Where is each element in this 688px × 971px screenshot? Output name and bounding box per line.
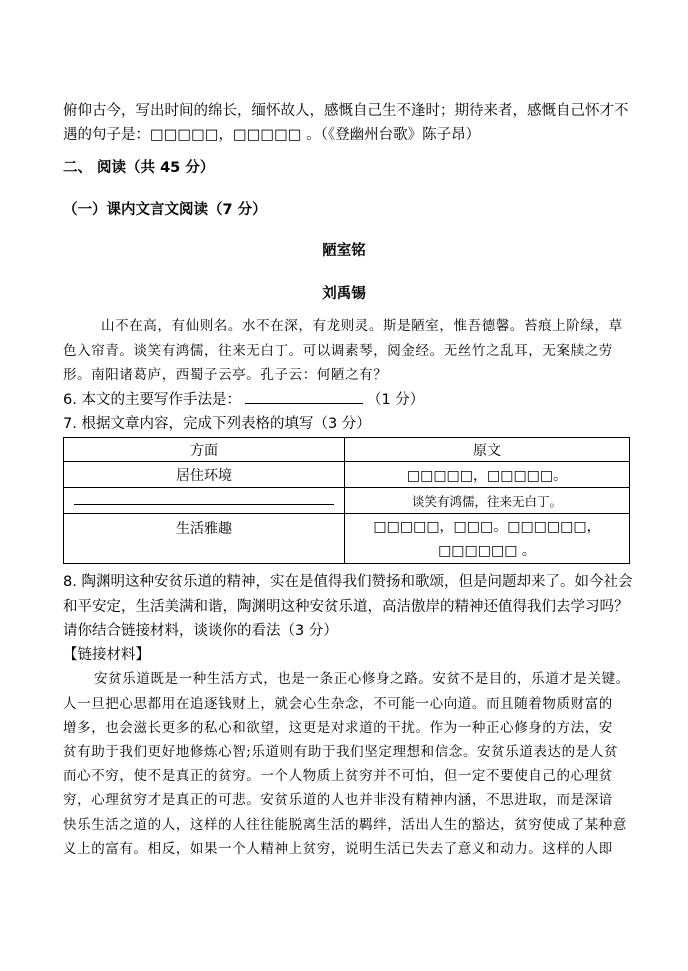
material-line-1: 安贫乐道既是一种生活方式，也是一条正心修身之路。安贫不是目的，乐道才是关键。: [94, 671, 630, 687]
table-header-aspect: 方面: [64, 438, 345, 462]
table-cell-original: [345, 514, 630, 564]
intro-line-1: 俯仰古今，写出时间的绵长，缅怀故人，感慨自己生不逢时；期待来者，感慨自己怀才不: [63, 103, 629, 119]
material-line-2: 人一旦把心思都用在追逐钱财上，就会心生杂念，不可能一心向道。而且随着物质财富的: [63, 696, 613, 712]
question-6: [63, 389, 424, 410]
section-2-title: 二、 阅读（共 45 分）: [63, 160, 215, 176]
poem-author: 刘禹锡: [322, 286, 366, 302]
table-row: [64, 514, 630, 564]
table-cell-aspect: 居住环境: [64, 462, 345, 488]
material-line-3: 增多，也会滋长更多的私心和欲望，这更是对求道的干扰。作为一种正心修身的方法，安: [63, 720, 613, 736]
question-6-suffix: （1 分）: [366, 392, 425, 408]
table-cell-aspect: 生活雅趣: [64, 514, 345, 564]
answer-table: [63, 437, 630, 564]
question-8-line-3: 请你结合链接材料，谈谈你的看法（3 分）: [63, 623, 338, 639]
table-cell-original-line-1: □□□□□，□□□。□□□□□□，: [373, 518, 601, 535]
table-cell-original-line-2: □□□□□□ 。: [438, 542, 536, 559]
table-cell-original: 谈笑有鸿儒，往来无白丁。: [345, 488, 630, 514]
poem-line-1: 山不在高，有仙则名。水不在深，有龙则灵。斯是陋室，惟吾德馨。苔痕上阶绿，草: [101, 318, 623, 334]
material-line-8: 义上的富有。相反，如果一个人精神上贫穷，说明生活已失去了意义和动力。这样的人即: [63, 841, 613, 857]
subsection-1-title: （一）课内文言文阅读（7 分）: [63, 202, 267, 218]
poem-title: 陋室铭: [322, 243, 366, 259]
table-header-original: 原文: [345, 438, 630, 462]
table-row: [64, 488, 630, 514]
question-8-line-1: 8. 陶渊明这种安贫乐道的精神，实在是值得我们赞扬和歌颂，但是问题却来了。如今社会: [63, 574, 633, 590]
question-7: 7. 根据文章内容，完成下列表格的填写（3 分）: [63, 416, 371, 432]
material-line-6: 穷，心理贫穷才是真正的可悲。安贫乐道的人也并非没有精神内涵，不思进取，而是深谙: [63, 792, 613, 808]
question-8-line-2: 和平安定，生活美满和谐，陶渊明这种安贫乐道，高洁傲岸的精神还值得我们去学习吗？: [63, 599, 629, 615]
table-header-row: [64, 438, 630, 462]
question-6-answer-blank[interactable]: [245, 389, 363, 404]
material-line-7: 快乐生活之道的人，这样的人往往能脱离生活的羁绊，活出人生的豁达，贫穷使成了某种意: [63, 817, 627, 833]
poem-line-2: 色入帘青。谈笑有鸿儒，往来无白丁。可以调素琴，阅金经。无丝竹之乱耳，无案牍之劳: [63, 343, 613, 359]
question-6-prefix: 6. 本文的主要写作手法是：: [63, 392, 241, 408]
intro-line-2: 遇的句子是：□□□□□，□□□□□ 。（《登幽州台歌》陈子昂）: [63, 127, 481, 143]
material-line-5: 而心不穷，使不是真正的贫穷。一个人物质上贫穷并不可怕，但一定不要使自己的心理贫: [63, 768, 613, 784]
material-line-4: 贫有助于我们更好地修炼心智;乐道则有助于我们坚定理想和信念。安贫乐道表达的是人贫: [63, 744, 619, 760]
table-cell-original: □□□□□，□□□□□。: [345, 462, 630, 488]
poem-line-3: 形。南阳诸葛庐，西蜀子云亭。孔子云：何陋之有？: [63, 367, 388, 383]
table-row: [64, 462, 630, 488]
material-title: 【链接材料】: [63, 647, 150, 663]
answer-line[interactable]: [74, 494, 334, 505]
table-cell-aspect-blank[interactable]: [64, 488, 345, 514]
